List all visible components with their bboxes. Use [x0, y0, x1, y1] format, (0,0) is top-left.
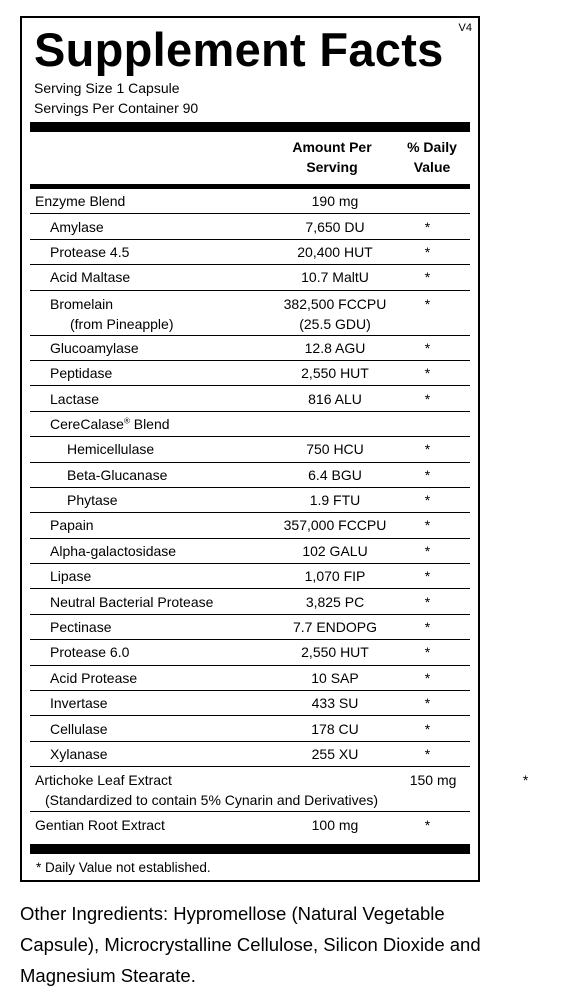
table-row [30, 691, 470, 716]
table-row [30, 513, 470, 538]
table-row [30, 240, 470, 265]
ingredient-amount: 150 mg [409, 772, 457, 789]
ingredient-amount: 1,070 FIP [304, 568, 366, 585]
ingredient-dv: * [424, 517, 431, 534]
ingredient-amount: 3,825 PC [305, 593, 365, 610]
table-row [30, 291, 470, 336]
ingredient-dv: * [424, 695, 431, 712]
registered-mark: ® [123, 416, 130, 426]
table-row [30, 742, 470, 767]
ingredient-table [30, 189, 529, 838]
ingredient-dv: * [424, 669, 431, 686]
table-row [30, 564, 470, 589]
ingredient-dv: * [424, 218, 431, 235]
table-row [30, 716, 470, 741]
table-row [30, 463, 470, 488]
ingredient-amount: 100 mg [311, 816, 359, 833]
ingredient-name: Protease 4.5 [50, 243, 130, 260]
ingredient-name: Lactase [50, 390, 100, 407]
table-row [30, 488, 470, 513]
ingredient-amount: 1.9 FTU [309, 492, 361, 509]
ingredient-name: Hemicellulase [67, 441, 155, 458]
ingredient-dv: * [424, 339, 431, 356]
ingredient-name: Invertase [50, 695, 108, 712]
table-row [30, 812, 470, 837]
ingredient-dv: * [424, 593, 431, 610]
ingredient-amount: 357,000 FCCPU [283, 517, 387, 534]
ingredient-name: CereCalase® Blend [50, 415, 170, 432]
top-divider [30, 122, 470, 132]
ingredient-amount: 178 CU [311, 720, 359, 737]
ingredient-name: Gentian Root Extract [35, 816, 165, 833]
supplement-facts-panel [20, 16, 529, 882]
panel-title: Supplement Facts [34, 23, 444, 76]
table-row [30, 437, 470, 462]
ingredient-name: Pectinase [50, 619, 112, 636]
ingredient-amount: 433 SU [311, 695, 359, 712]
other-ingredients: Other Ingredients: Hypromellose (Natural Vegetable Capsule), Microcrystalline Cellulose, Silicon Dioxide and Magnesium Stearate. [20, 903, 481, 986]
table-row [30, 640, 470, 665]
header-amount-per-serving: Amount Per Serving [292, 139, 372, 175]
ingredient-dv: * [424, 466, 431, 483]
ingredient-dv: * [424, 816, 431, 833]
ingredient-amount: 6.4 BGU [308, 466, 362, 483]
ingredient-name: Acid Protease [50, 669, 138, 686]
ingredient-name: Artichoke Leaf Extract (Standardized to contain 5% Cynarin and Derivatives) [35, 772, 379, 809]
ingredient-name: Alpha-galactosidase [50, 542, 177, 559]
ingredient-name: Phytase [67, 492, 118, 509]
ingredient-amount: 102 GALU [302, 542, 368, 559]
ingredient-name: Beta-Glucanase [67, 466, 168, 483]
daily-value-footnote: * Daily Value not established. [36, 860, 211, 875]
ingredient-name: Cellulase [50, 720, 108, 737]
header-daily-value: % Daily Value [407, 139, 457, 175]
table-row [30, 336, 470, 361]
ingredient-name: Acid Maltase [50, 269, 131, 286]
ingredient-name: Amylase [50, 218, 104, 235]
table-row [30, 412, 470, 437]
ingredient-dv: * [424, 542, 431, 559]
ingredient-name: Bromelain (from Pineapple) [50, 295, 174, 332]
ingredient-dv: * [424, 492, 431, 509]
ingredient-amount: 190 mg [311, 193, 359, 210]
table-row [30, 265, 470, 290]
ingredient-dv: * [424, 568, 431, 585]
servings-per-container: Servings Per Container 90 [34, 100, 199, 116]
ingredient-amount: 7,650 DU [305, 218, 365, 235]
table-row [30, 189, 470, 214]
ingredient-dv: * [424, 619, 431, 636]
ingredient-amount: 255 XU [311, 746, 359, 762]
table-row [30, 589, 470, 614]
ingredient-dv: * [424, 365, 431, 382]
ingredient-name: Neutral Bacterial Protease [50, 593, 214, 610]
ingredient-dv: * [424, 441, 431, 458]
ingredient-amount: 2,550 HUT [301, 644, 369, 661]
ingredient-name: Enzyme Blend [35, 193, 126, 210]
ingredient-amount: 10.7 MaltU [301, 269, 369, 286]
table-row [30, 767, 529, 812]
table-row [30, 666, 470, 691]
ingredient-amount: 20,400 HUT [297, 243, 373, 260]
ingredient-dv: * [424, 390, 431, 407]
serving-size: Serving Size 1 Capsule [34, 80, 180, 96]
ingredient-amount: 816 ALU [308, 390, 362, 407]
version-label: V4 [458, 22, 472, 34]
table-row [30, 361, 470, 386]
ingredient-dv: * [424, 295, 431, 312]
ingredient-dv: * [424, 720, 431, 737]
table-row [30, 539, 470, 564]
ingredient-dv: * [424, 243, 431, 260]
bottom-divider [30, 844, 470, 854]
ingredient-note: (Standardized to contain 5% Cynarin and Derivatives) [45, 792, 379, 809]
ingredient-dv: * [424, 644, 431, 661]
ingredient-name: Protease 6.0 [50, 644, 130, 661]
table-row [30, 214, 470, 239]
ingredient-name: Peptidase [50, 365, 113, 382]
ingredient-name: Xylanase [50, 746, 108, 762]
ingredient-name: Lipase [50, 568, 92, 585]
table-row [30, 615, 470, 640]
ingredient-amount: 382,500 FCCPU (25.5 GDU) [283, 295, 387, 332]
ingredient-amount: 2,550 HUT [301, 365, 369, 382]
table-row [30, 386, 470, 411]
ingredient-dv: * [424, 269, 431, 286]
ingredient-amount: 7.7 ENDOPG [292, 619, 378, 636]
ingredient-amount: 12.8 AGU [304, 339, 366, 356]
ingredient-dv: * [424, 746, 431, 762]
ingredient-amount: 750 HCU [306, 441, 364, 458]
ingredient-amount: 10 SAP [311, 669, 359, 686]
ingredient-name: Papain [50, 517, 94, 534]
ingredient-dv: * [522, 772, 529, 789]
ingredient-name: Glucoamylase [50, 339, 139, 356]
